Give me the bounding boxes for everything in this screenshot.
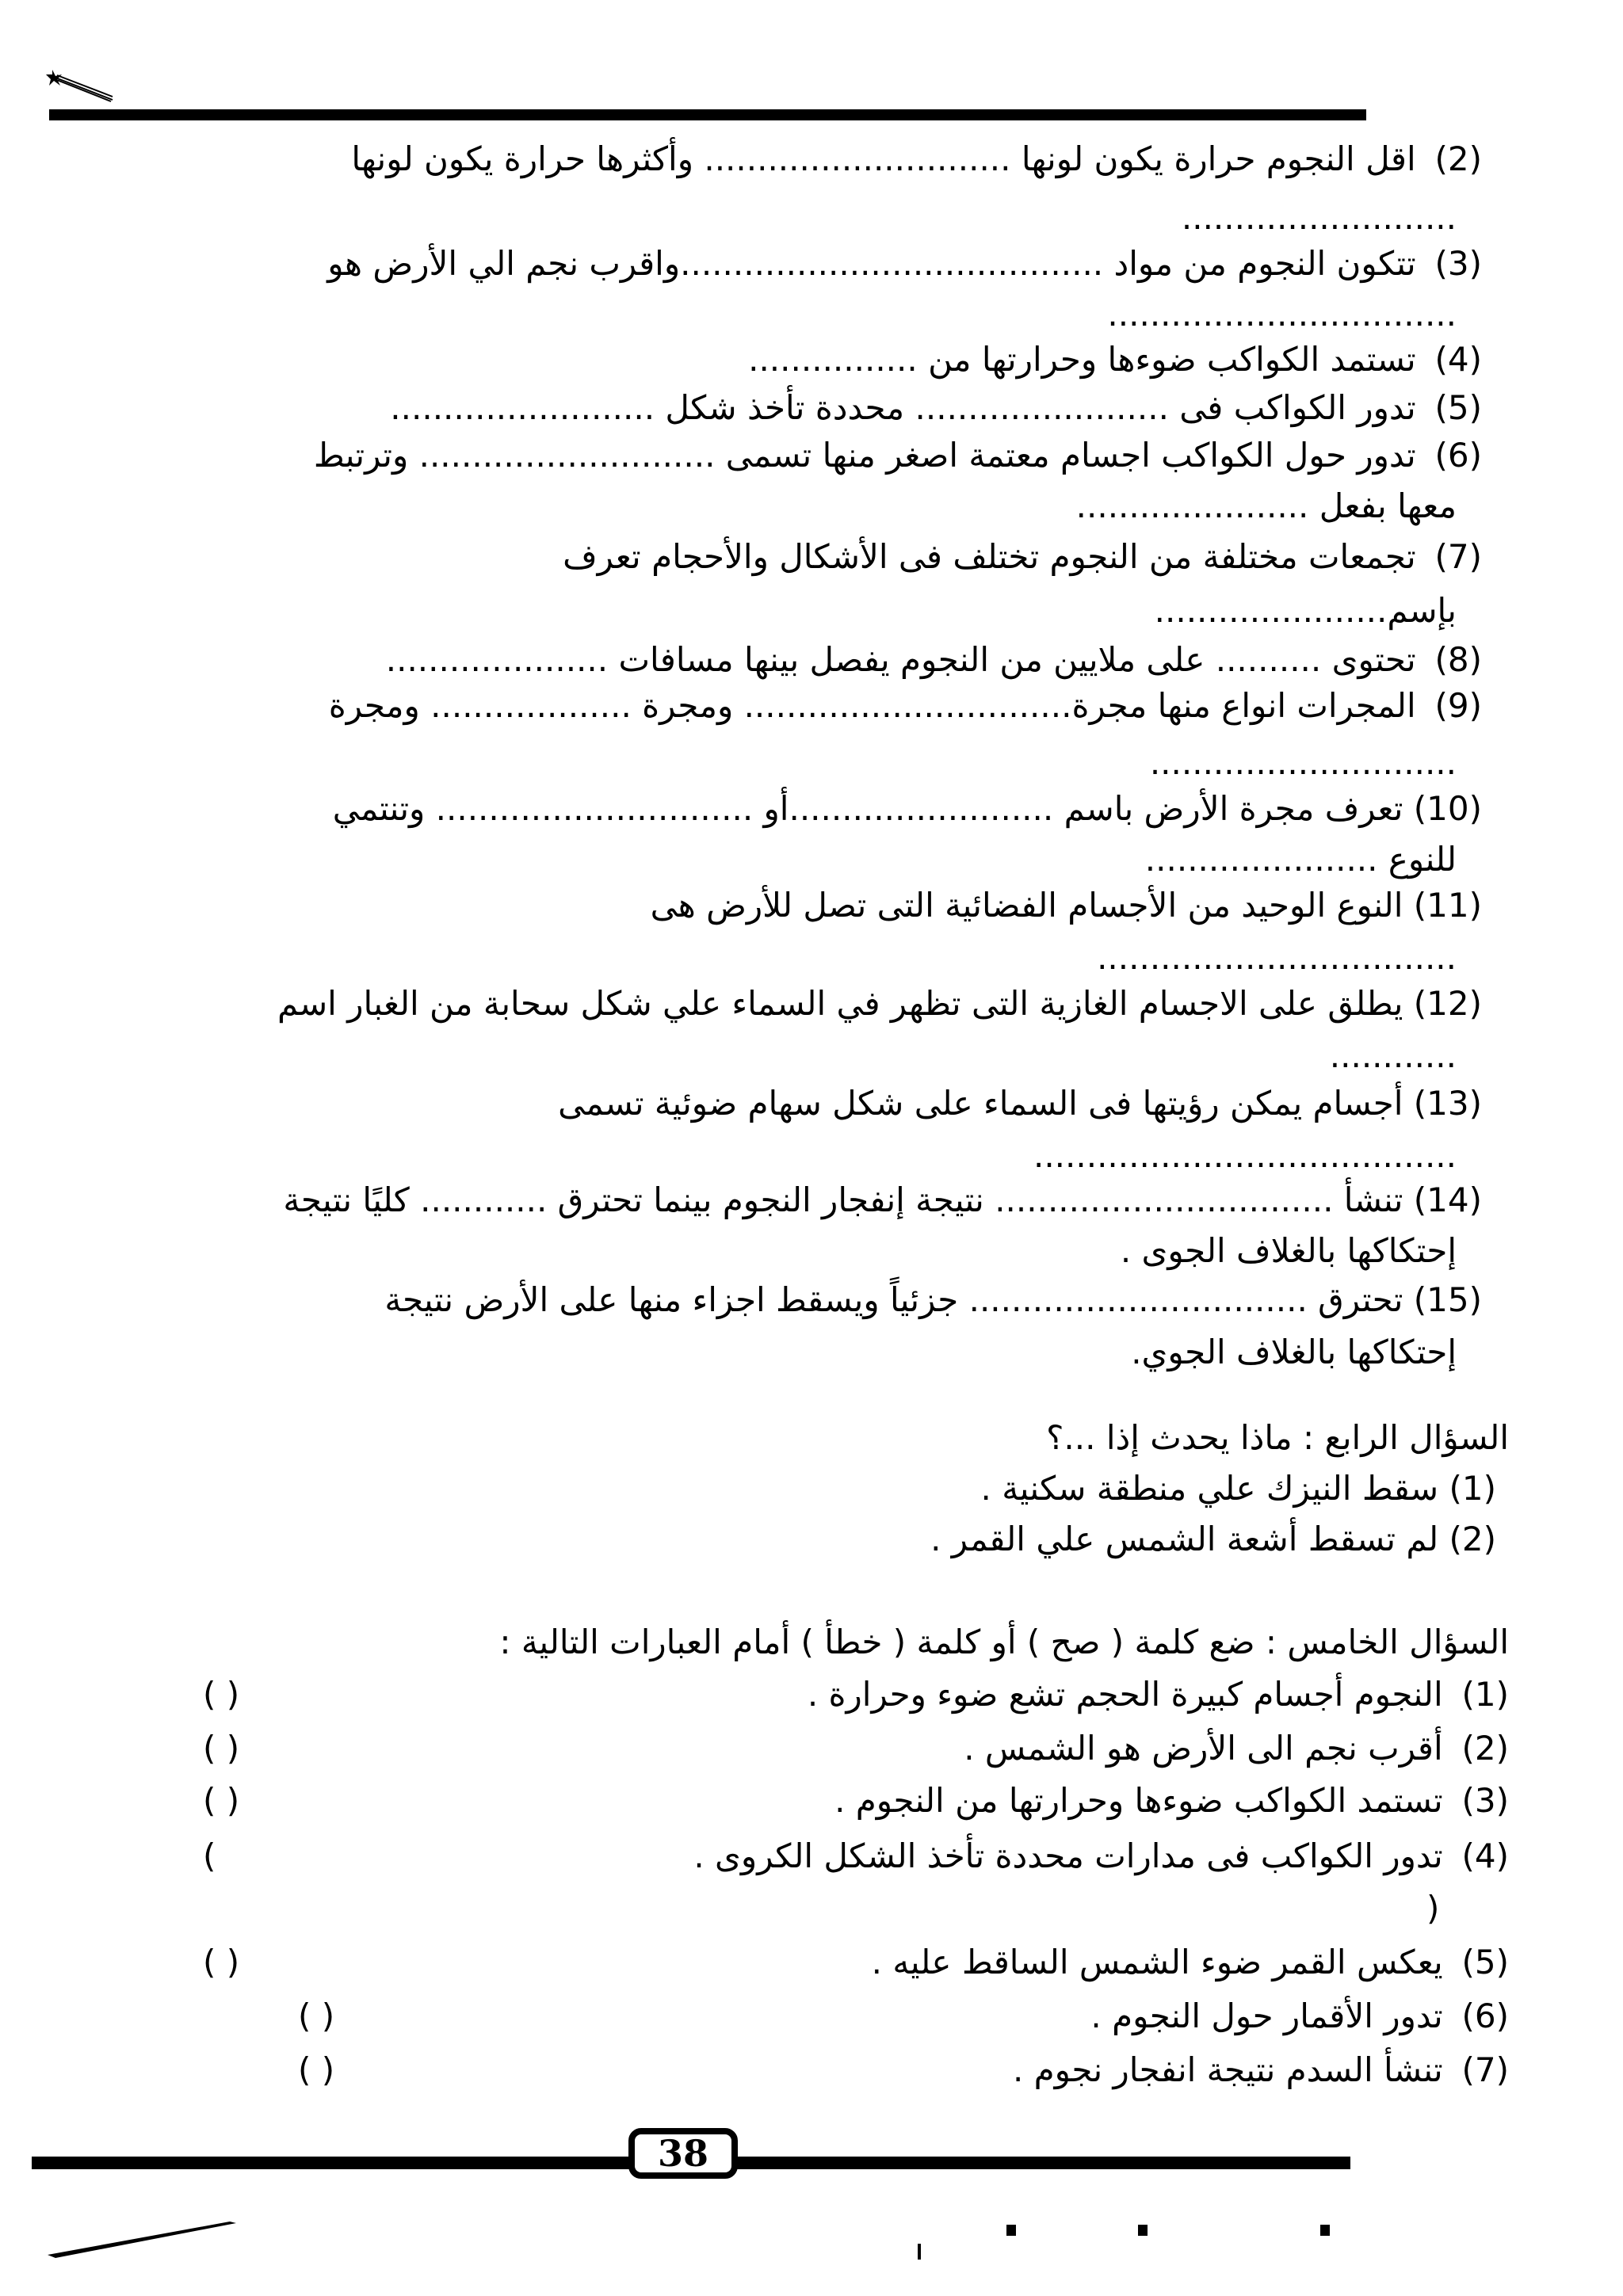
question-line: (14) تنشأ ................................ نتيجة إنفجار النجوم بينما تحترق ............ كليًا نتيجة (283, 1180, 1482, 1219)
statement-line: (6) تدور الأقمار حول النجوم . (1090, 1997, 1509, 2035)
answer-box[interactable]: ( (203, 1836, 216, 1875)
statement-line: (3) تستمد الكواكب ضوءها وحرارتها من النجوم . (834, 1781, 1509, 1820)
section-title: السؤال الخامس : ضع كلمة ( صح ) أو كلمة ( خطأ ) أمام العبارات التالية : (499, 1623, 1509, 1661)
statement-line: (4) تدور الكواكب فى مدارات محددة تأخذ الشكل الكروى . (693, 1836, 1509, 1875)
question-line: (15) تحترق ................................ جزئياً ويسقط اجزاء منها على الأرض نتيجة (384, 1280, 1482, 1319)
footer-stroke-decoration (48, 2218, 238, 2258)
question-line: (12) يطلق على الاجسام الغازية التى تظهر في السماء علي شكل سحابة من الغبار اسم (277, 984, 1482, 1023)
footer-dot (1138, 2225, 1148, 2236)
page-number: 38 (628, 2128, 738, 2179)
question-line: ........................................ (1033, 1136, 1457, 1175)
question-line: (11) النوع الوحيد من الأجسام الفضائية التى تصل للأرض هى (650, 886, 1482, 925)
question-line: (6) تدور حول الكواكب اجسام معتمة اصغر منها تسمى ............................ وترتبط (313, 436, 1482, 475)
list-item: (1) سقط النيزك علي منطقة سكنية . (980, 1469, 1496, 1508)
question-line: (13) أجسام يمكن رؤيتها فى السماء على شكل سهام ضوئية تسمى (558, 1084, 1482, 1123)
header-rule (49, 109, 1366, 120)
list-item: (2) لم تسقط أشعة الشمس علي القمر . (930, 1520, 1496, 1558)
question-line: .......................... (1181, 198, 1457, 237)
shooting-star-icon (44, 63, 116, 103)
question-line: (8) تحتوى .......... على ملايين من النجوم يفصل بينها مسافات ..................... (385, 640, 1482, 679)
statement-line: (7) تنشأ السدم نتيجة انفجار نجوم . (1012, 2050, 1509, 2089)
question-line: معها بفعل ...................... (1075, 486, 1457, 525)
section-title: السؤال الرابع : ماذا يحدث إذا ...؟ (1046, 1418, 1509, 1457)
statement-line: (2) أقرب نجم الى الأرض هو الشمس . (964, 1729, 1509, 1768)
answer-box-close: ) (1426, 1889, 1440, 1928)
question-line: للنوع ...................... (1144, 840, 1457, 879)
statement-line: (1) النجوم أجسام كبيرة الحجم تشع ضوء وحرارة . (807, 1675, 1509, 1714)
answer-box[interactable]: ( ) (203, 1729, 240, 1768)
question-line: إحتكاكها بالغلاف الجوى . (1120, 1231, 1457, 1270)
question-line: (3) تتكون النجوم من مواد ........................................واقرب نجم الي الأرض هو (327, 244, 1482, 283)
answer-box[interactable]: ( ) (203, 1943, 240, 1981)
statement-line: (5) يعكس القمر ضوء الشمس الساقط عليه . (871, 1943, 1509, 1981)
question-line: ............................. (1149, 743, 1457, 782)
question-line: بإسم...................... (1154, 591, 1457, 630)
question-line: (7) تجمعات مختلفة من النجوم تختلف فى الأشكال والأحجام تعرف (563, 537, 1482, 576)
footer-dot (1320, 2225, 1330, 2236)
question-line: (9) المجرات انواع منها مجرة............................... ومجرة ................... ومجرة (328, 686, 1482, 725)
answer-box[interactable]: ( ) (203, 1781, 240, 1820)
question-line: (2) اقل النجوم حرارة يكون لونها ............................. وأكثرها حرارة يكون لونها (351, 139, 1482, 178)
answer-box[interactable]: ( ) (298, 2050, 335, 2089)
question-line: إحتكاكها بالغلاف الجوي. (1131, 1333, 1457, 1371)
answer-box[interactable]: ( ) (203, 1675, 240, 1714)
question-line: ................................. (1107, 295, 1457, 334)
question-line: (5) تدور الكواكب فى ........................ محددة تأخذ شكل ......................... (390, 388, 1482, 427)
question-line: ............ (1329, 1036, 1457, 1075)
question-line: (4) تستمد الكواكب ضوءها وحرارتها من ................ (748, 340, 1482, 379)
question-line: (10) تعرف مجرة الأرض باسم .........................أو .............................. وتنتمي (332, 789, 1482, 828)
answer-box[interactable]: ( ) (298, 1997, 335, 2035)
footer-dot (1006, 2225, 1016, 2236)
question-line: .................................. (1097, 938, 1457, 977)
footer-tick (918, 2244, 921, 2260)
